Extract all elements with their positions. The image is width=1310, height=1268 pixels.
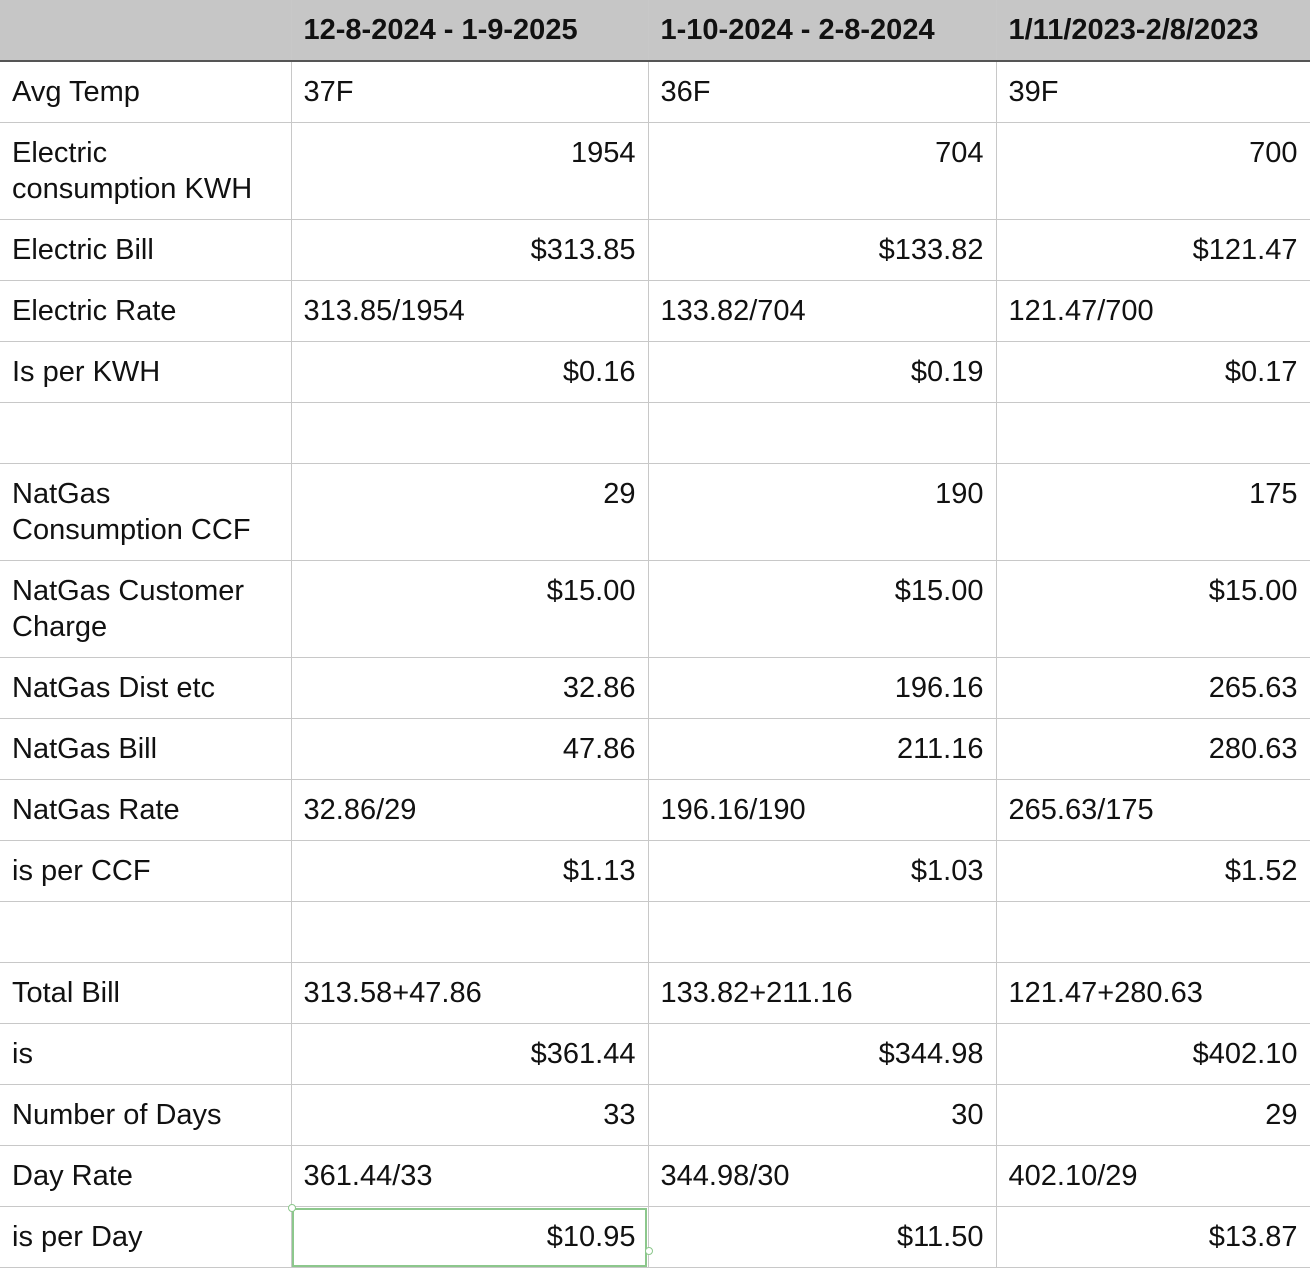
table-cell[interactable]: $361.44 [291,1024,648,1085]
table-cell[interactable]: $15.00 [648,561,996,658]
table-row [0,561,1310,658]
row-label-cell[interactable]: NatGas Dist etc [0,658,291,719]
table-row [0,464,1310,561]
selection-handle-top-left[interactable] [288,1204,296,1212]
table-row [0,403,1310,464]
table-cell[interactable] [996,403,1310,464]
table-cell[interactable]: 313.85/1954 [291,281,648,342]
table-cell[interactable]: 47.86 [291,719,648,780]
table-row [0,963,1310,1024]
table-row [0,342,1310,403]
table-cell[interactable]: 1954 [291,123,648,220]
table-cell[interactable]: 704 [648,123,996,220]
table-cell[interactable]: 344.98/30 [648,1146,996,1207]
row-label-cell[interactable]: Electric consumption KWH [0,123,291,220]
table-cell[interactable]: 196.16/190 [648,780,996,841]
selected-cell[interactable]: $10.95 [291,1207,648,1268]
table-row [0,123,1310,220]
table-cell[interactable]: 121.47+280.63 [996,963,1310,1024]
row-label-cell[interactable]: Day Rate [0,1146,291,1207]
table-row [0,61,1310,123]
header-cell-period-1[interactable]: 12-8-2024 - 1-9-2025 [291,0,648,61]
table-cell[interactable] [291,902,648,963]
table-cell[interactable]: $11.50 [648,1207,996,1268]
table-cell[interactable] [291,403,648,464]
table-cell[interactable]: $1.03 [648,841,996,902]
table-cell[interactable]: $1.13 [291,841,648,902]
table-cell[interactable]: 121.47/700 [996,281,1310,342]
table-cell[interactable]: 39F [996,61,1310,123]
table-cell[interactable]: $0.17 [996,342,1310,403]
table-cell[interactable]: 29 [996,1085,1310,1146]
row-label-cell[interactable] [0,403,291,464]
selection-handle-bottom-right[interactable] [645,1247,653,1255]
row-label-cell[interactable]: NatGas Consumption CCF [0,464,291,561]
table-cell[interactable]: $402.10 [996,1024,1310,1085]
table-cell[interactable]: 402.10/29 [996,1146,1310,1207]
row-label-cell[interactable]: is [0,1024,291,1085]
table-cell[interactable]: $15.00 [996,561,1310,658]
header-row [0,0,1310,61]
table-cell[interactable]: 190 [648,464,996,561]
table-cell[interactable]: 265.63 [996,658,1310,719]
table-row [0,281,1310,342]
table-row [0,902,1310,963]
table-row [0,1024,1310,1085]
table-row [0,1207,1310,1268]
table-cell[interactable]: 133.82/704 [648,281,996,342]
table-cell[interactable]: 265.63/175 [996,780,1310,841]
table-cell[interactable]: $121.47 [996,220,1310,281]
row-label-cell[interactable]: is per CCF [0,841,291,902]
table-cell[interactable]: 211.16 [648,719,996,780]
table-cell[interactable] [648,902,996,963]
row-label-cell[interactable]: is per Day [0,1207,291,1268]
header-cell-period-2[interactable]: 1-10-2024 - 2-8-2024 [648,0,996,61]
table-cell[interactable]: 196.16 [648,658,996,719]
row-label-cell[interactable]: NatGas Rate [0,780,291,841]
row-label-cell[interactable]: NatGas Customer Charge [0,561,291,658]
header-cell-period-3[interactable]: 1/11/2023-2/8/2023 [996,0,1310,61]
table-cell[interactable]: 29 [291,464,648,561]
table-cell[interactable]: $0.19 [648,342,996,403]
table-cell[interactable]: $313.85 [291,220,648,281]
table-cell[interactable] [648,403,996,464]
table-cell[interactable] [996,902,1310,963]
row-label-cell[interactable]: Is per KWH [0,342,291,403]
table-cell[interactable]: 30 [648,1085,996,1146]
table-cell[interactable]: 280.63 [996,719,1310,780]
row-label-cell[interactable]: Electric Rate [0,281,291,342]
table-row [0,780,1310,841]
table-cell[interactable]: $13.87 [996,1207,1310,1268]
table-row [0,220,1310,281]
table-row [0,719,1310,780]
table-cell[interactable]: 32.86 [291,658,648,719]
table-cell[interactable]: 361.44/33 [291,1146,648,1207]
table-cell[interactable]: $344.98 [648,1024,996,1085]
table-cell[interactable]: 175 [996,464,1310,561]
table-body [0,61,1310,1268]
table-cell[interactable]: $133.82 [648,220,996,281]
table-cell[interactable]: 32.86/29 [291,780,648,841]
table-row [0,1085,1310,1146]
table-row [0,1146,1310,1207]
table-cell[interactable]: $15.00 [291,561,648,658]
table-cell[interactable]: 37F [291,61,648,123]
table-cell[interactable]: 33 [291,1085,648,1146]
row-label-cell[interactable]: Number of Days [0,1085,291,1146]
row-label-cell[interactable] [0,902,291,963]
row-label-cell[interactable]: Total Bill [0,963,291,1024]
table-row [0,841,1310,902]
table-cell[interactable]: 36F [648,61,996,123]
table-cell[interactable]: 313.58+47.86 [291,963,648,1024]
header-corner-cell[interactable] [0,0,291,61]
row-label-cell[interactable]: Avg Temp [0,61,291,123]
row-label-cell[interactable]: Electric Bill [0,220,291,281]
table-cell[interactable]: $1.52 [996,841,1310,902]
table-cell[interactable]: 700 [996,123,1310,220]
table-cell[interactable]: $0.16 [291,342,648,403]
table-cell[interactable]: 133.82+211.16 [648,963,996,1024]
table-row [0,658,1310,719]
row-label-cell[interactable]: NatGas Bill [0,719,291,780]
